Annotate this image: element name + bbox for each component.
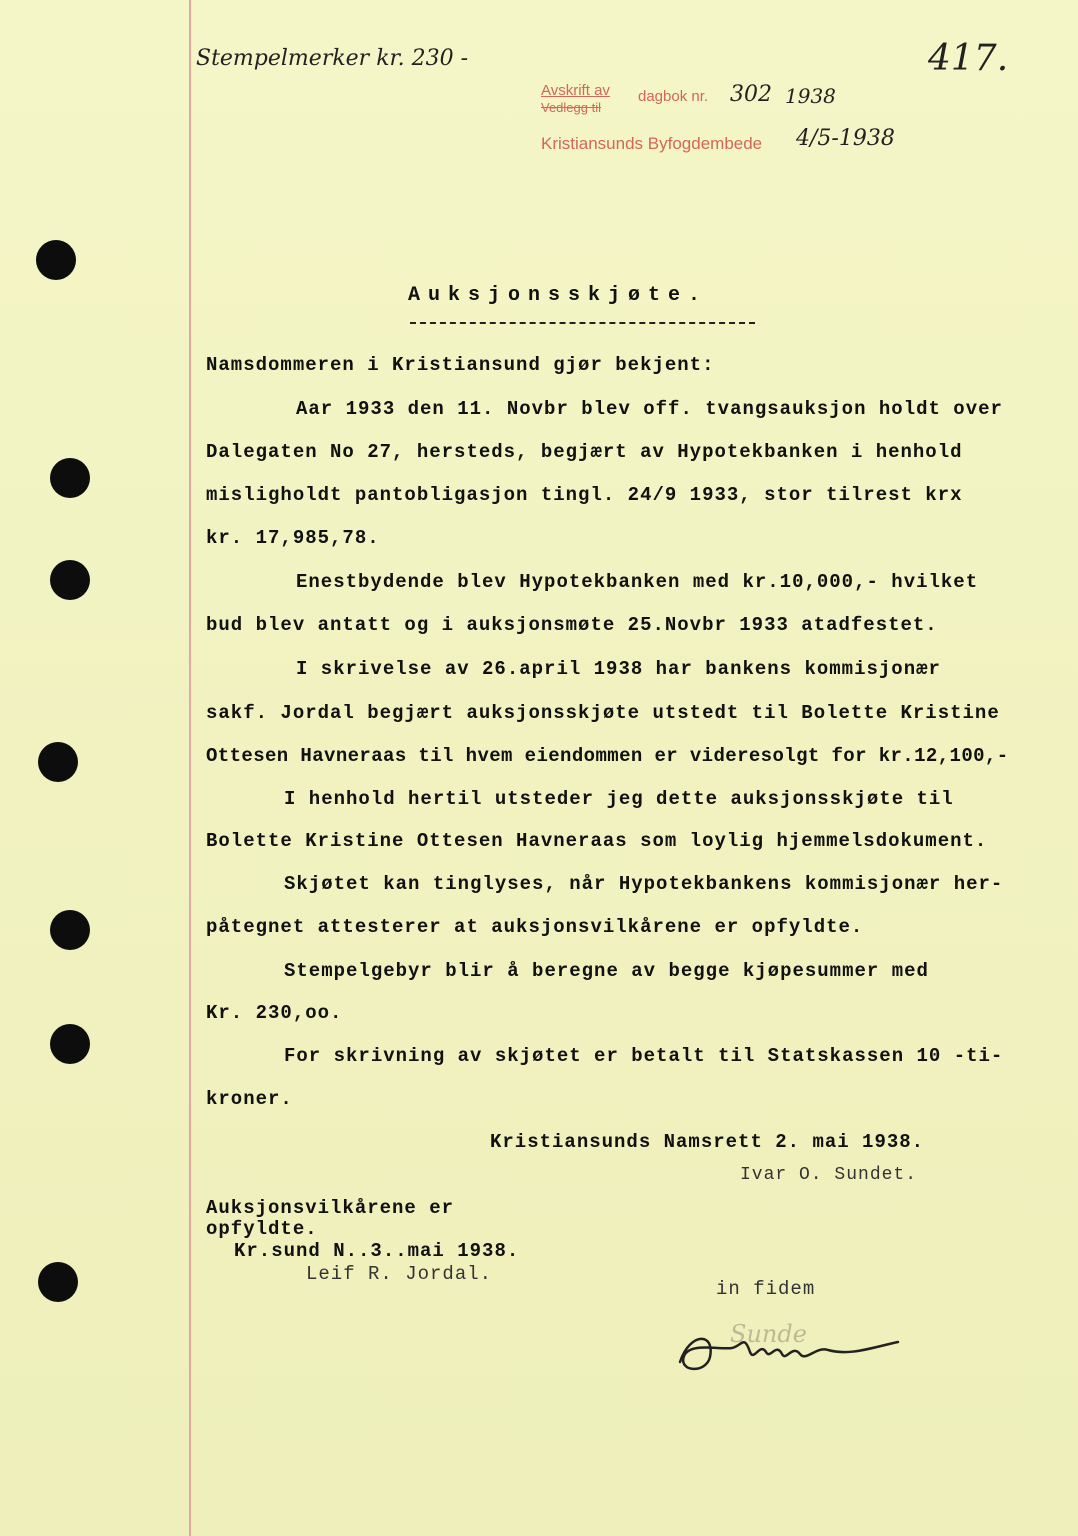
punch-hole [50, 910, 90, 950]
punch-hole [50, 458, 90, 498]
body-line: For skrivning av skjøtet er betalt til Statskassen 10 -ti- [284, 1045, 1004, 1067]
attestation-line: Auksjonsvilkårene er [206, 1197, 455, 1219]
body-line: misligholdt pantobligasjon tingl. 24/9 1933, stor tilrest krx [206, 484, 963, 506]
body-line: Enestbydende blev Hypotekbanken med kr.10,000,- hvilket [296, 571, 979, 593]
body-line: Aar 1933 den 11. Novbr blev off. tvangsauksjon holdt over [296, 398, 1003, 420]
stamp-dagbok-label: dagbok nr. [638, 88, 709, 105]
body-line: bud blev antatt og i auksjonsmøte 25.Novbr 1933 atadfestet. [206, 614, 938, 636]
body-line: kr. 17,985,78. [206, 527, 380, 549]
signer-name: Ivar O. Sundet. [740, 1165, 918, 1185]
stamp-fee-note: Stempelmerker kr. 230 - [196, 46, 469, 71]
dagbok-number: 302 [730, 82, 772, 107]
body-line: I henhold hertil utsteder jeg dette auksjonsskjøte til [284, 788, 954, 810]
body-line: Namsdommeren i Kristiansund gjør bekjent: [206, 354, 715, 376]
stamp-copy-label: Avskrift av [541, 82, 610, 99]
body-line: Bolette Kristine Ottesen Havneraas som loylig hjemmelsdokument. [206, 830, 988, 852]
document-title: Auksjonsskjøte. [408, 284, 709, 307]
punch-hole [36, 240, 76, 280]
attestation-line: Kr.sund N..3..mai 1938. [234, 1240, 520, 1262]
body-line: påtegnet attesterer at auksjonsvilkårene er opfyldte. [206, 916, 864, 938]
title-underline [410, 322, 755, 324]
attestation-line: opfyldte. [206, 1218, 318, 1240]
body-line: Skjøtet kan tinglyses, når Hypotekbankens kommisjonær her- [284, 873, 1004, 895]
place-date: Kristiansunds Namsrett 2. mai 1938. [490, 1131, 925, 1153]
body-line: Ottesen Havneraas til hvem eiendommen er videresolgt for kr.12,100,- [206, 745, 1009, 767]
body-line: Dalegaten No 27, hersteds, begjært av Hypotekbanken i henhold [206, 441, 963, 463]
body-line: Stempelgebyr blir å beregne av begge kjøpesummer med [284, 960, 929, 982]
stamp-office: Kristiansunds Byfogdembede [541, 134, 763, 153]
attestation-signer: Leif R. Jordal. [306, 1263, 493, 1285]
signature [670, 1312, 910, 1387]
page-number: 417. [928, 38, 1009, 79]
body-line: Kr. 230,oo. [206, 1002, 343, 1024]
office-date: 4/5-1938 [796, 126, 895, 151]
margin-line [189, 0, 191, 1536]
body-line: kroner. [206, 1088, 293, 1110]
punch-hole [38, 742, 78, 782]
body-line: sakf. Jordal begjært auksjonsskjøte utstedt til Bolette Kristine [206, 702, 1000, 724]
signature-text: Sunde [730, 1320, 807, 1348]
stamp-crossed-label: Vedlegg til [541, 100, 601, 115]
body-line: I skrivelse av 26.april 1938 har bankens kommisjonær [296, 658, 941, 680]
punch-hole [50, 560, 90, 600]
punch-hole [38, 1262, 78, 1302]
dagbok-year: 1938 [785, 84, 836, 108]
punch-hole [50, 1024, 90, 1064]
in-fidem: in fidem [716, 1278, 816, 1300]
